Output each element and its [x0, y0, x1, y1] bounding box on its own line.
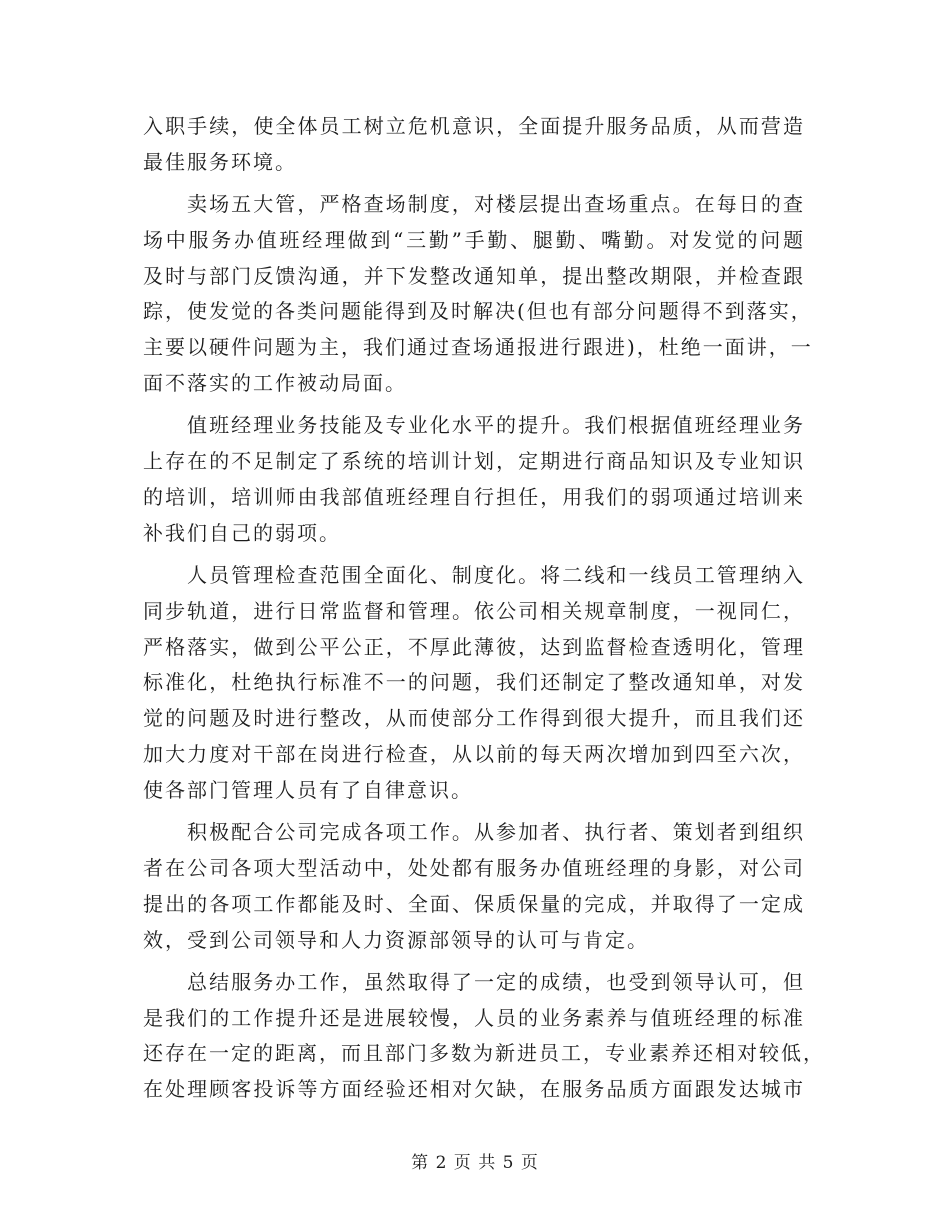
paragraph-line: 主要以硬件问题为主，我们通过查场通报进行跟进)，杜绝一面讲，一: [143, 335, 813, 360]
paragraph-line: 上存在的不足制定了系统的培训计划，定期进行商品知识及专业知识: [143, 449, 805, 474]
document-body: [143, 109, 825, 1108]
paragraph-line: 标准化，杜绝执行标准不一的问题，我们还制定了整改通知单，对发: [143, 670, 805, 695]
paragraph-line: 使各部门管理人员有了自律意识。: [143, 777, 473, 802]
paragraph: [143, 965, 825, 1108]
paragraph: [143, 815, 805, 958]
paragraph-line: 提出的各项工作都能及时、全面、保质保量的完成，并取得了一定成: [143, 891, 805, 916]
paragraph-line: 入职手续，使全体员工树立危机意识，全面提升服务品质，从而营造: [143, 114, 805, 138]
paragraph: [143, 408, 805, 551]
paragraph-line: 者在公司各项大型活动中，处处都有服务办值班经理的身影，对公司: [143, 855, 805, 880]
paragraph: [143, 187, 813, 402]
paragraph-line: 还存在一定的距离，而且部门多数为新进员工，专业素养还相对较低，: [143, 1041, 825, 1066]
paragraph-line: 在处理顾客投诉等方面经验还相对欠缺，在服务品质方面跟发达城市: [143, 1077, 805, 1102]
paragraph-line: 加大力度对干部在岗进行检查，从以前的每天两次增加到四至六次，: [143, 742, 805, 767]
paragraph-line: 效，受到公司领导和人力资源部领导的认可与肯定。: [143, 927, 649, 952]
paragraph-line: 卖场五大管，严格查场制度，对楼层提出查场重点。在每日的查: [187, 192, 805, 217]
paragraph: [143, 558, 805, 809]
paragraph-line: 场中服务办值班经理做到“三勤”手勤、腿勤、嘴勤。对发觉的问题: [143, 227, 805, 252]
paragraph-line: 的培训，培训师由我部值班经理自行担任，用我们的弱项通过培训来: [143, 484, 805, 509]
paragraph: [143, 109, 805, 181]
paragraph-line: 同步轨道，进行日常监督和管理。依公司相关规章制度，一视同仁，: [143, 598, 805, 623]
paragraph-line: 总结服务办工作，虽然取得了一定的成绩，也受到领导认可，但: [187, 969, 805, 994]
paragraph-line: 积极配合公司完成各项工作。从参加者、执行者、策划者到组织: [187, 820, 805, 845]
paragraph-line: 严格落实，做到公平公正，不厚此薄彼，达到监督检查透明化，管理: [143, 634, 805, 659]
paragraph-line: 值班经理业务技能及专业化水平的提升。我们根据值班经理业务: [187, 413, 805, 438]
paragraph-line: 补我们自己的弱项。: [143, 520, 341, 545]
paragraph-line: 最佳服务环境。: [143, 149, 297, 174]
paragraph-line: 觉的问题及时进行整改，从而使部分工作得到很大提升，而且我们还: [143, 706, 805, 731]
paragraph-line: 踪，使发觉的各类问题能得到及时解决(但也有部分问题得不到落实，: [143, 299, 813, 324]
paragraph-line: 面不落实的工作被动局面。: [143, 371, 407, 396]
paragraph-line: 是我们的工作提升还是进展较慢，人员的业务素养与值班经理的标准: [143, 1005, 805, 1030]
paragraph-line: 人员管理检查范围全面化、制度化。将二线和一线员工管理纳入: [187, 563, 805, 588]
paragraph-line: 及时与部门反馈沟通，并下发整改通知单，提出整改期限，并检查跟: [143, 263, 805, 288]
page-footer: 第 2 页 共 5 页: [411, 1153, 539, 1173]
